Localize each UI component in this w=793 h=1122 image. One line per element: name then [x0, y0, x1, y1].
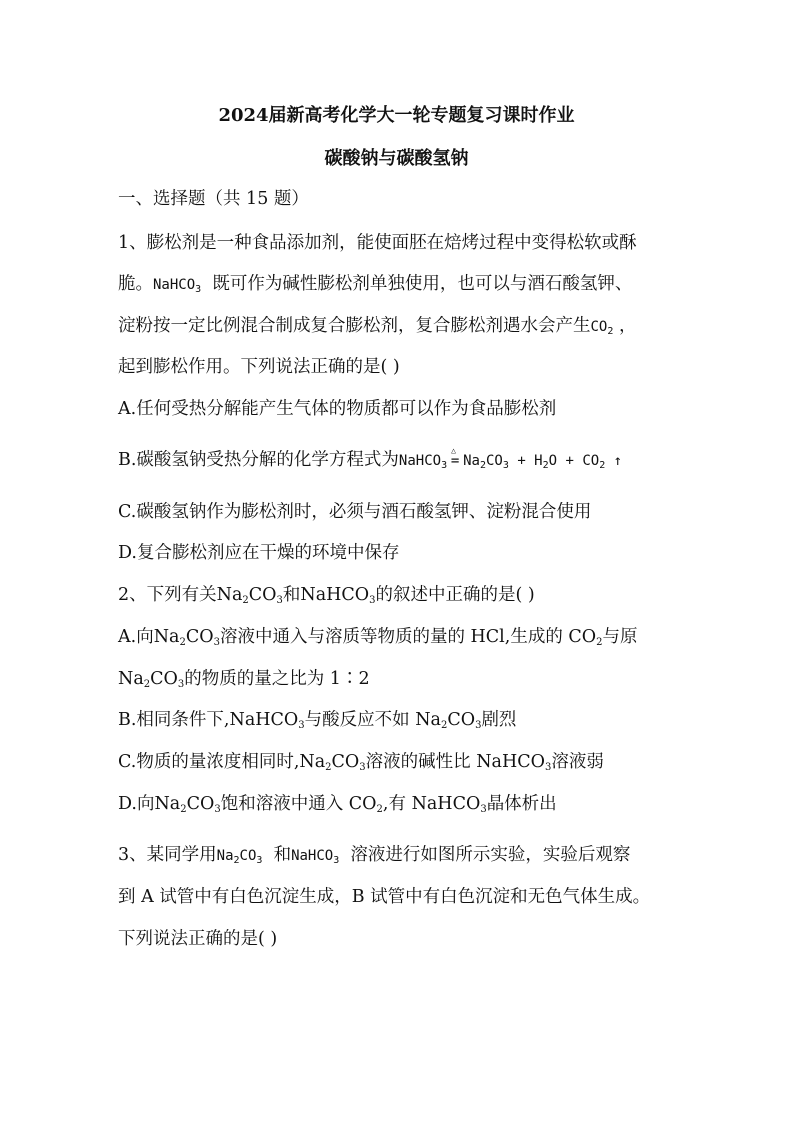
q3-stem-line-2: 到 A 试管中有白色沉淀生成，B 试管中有白色沉淀和无色气体生成。	[118, 887, 651, 907]
q1-stem-line-2	[118, 272, 632, 297]
q2-stem: 2、下列有关$Na_2CO_3$和NaHCO$_3$的叙述中正确的是( )	[118, 585, 535, 606]
q1-option-b-text: B.碳酸氢钠受热分解的化学方程式为	[118, 450, 399, 470]
q2-option-b: B.相同条件下,NaHCO$_3$与酸反应不如 $Na_2CO_3$剧烈	[118, 710, 517, 731]
formula-nahco3: NaHCO$_3$	[153, 277, 202, 295]
document-subtitle: 碳酸钠与碳酸氢钠	[324, 148, 469, 169]
q3-stem-line-1: 3、某同学用$Na_2CO_3$ 和NaHCO$_3$ 溶液进行如图所示实验，实验后观察	[118, 845, 631, 866]
heating-equals-sign: △ =	[450, 446, 460, 469]
q2-option-c: C.物质的量浓度相同时$,Na_2CO_3$溶液的碱性比 NaHCO$_3$溶液弱	[118, 752, 604, 773]
q2-option-a-line-1: A.向$Na_2CO_3$溶液中通入与溶质等物质的量的 HCl,生成的 $CO_2$与原	[118, 627, 638, 648]
q1-stem-line-1: 1、膨松剂是一种食品添加剂，能使面胚在焙烤过程中变得松软或酥	[118, 233, 637, 253]
q2-option-d: D.向$Na_2CO_3$饱和溶液中通入 $CO_2$,有 NaHCO$_3$晶体析出	[118, 794, 557, 815]
document-title: 2024届新高考化学大一轮专题复习课时作业	[218, 105, 575, 126]
q1-text: 脆。	[118, 274, 153, 294]
equation: NaHCO$_3$ △ = $Na_2CO_3 + H_2O + CO_2$ ↑	[398, 446, 623, 471]
q1-option-b	[118, 448, 622, 473]
q1-text: 淀粉按一定比例混合制成复合膨松剂，复合膨松剂遇水会产生	[118, 316, 591, 336]
q1-option-a: A.任何受热分解能产生气体的物质都可以作为食品膨松剂	[118, 399, 557, 419]
section-heading: 一、选择题（共 15 题）	[118, 189, 309, 209]
q1-text: ，	[618, 316, 637, 336]
q2-option-a-line-2: $Na_2CO_3$的物质的量之比为 1∶2	[118, 669, 370, 690]
q1-text: 既可作为碱性膨松剂单独使用，也可以与酒石酸氢钾、	[212, 274, 633, 294]
q1-option-c: C.碳酸氢钠作为膨松剂时，必须与酒石酸氢钾、淀粉混合使用	[118, 502, 592, 522]
q3-stem-line-3: 下列说法正确的是( )	[118, 929, 278, 949]
q1-option-d: D.复合膨松剂应在干燥的环境中保存	[118, 543, 400, 563]
formula-na2co3: $Na_2CO_3$	[216, 848, 263, 866]
formula-nahco3: NaHCO$_3$	[291, 848, 340, 866]
q1-stem-line-3	[118, 314, 636, 339]
q1-stem-line-4: 起到膨松作用。下列说法正确的是( )	[118, 357, 400, 377]
formula-co2: $CO_2$	[590, 319, 614, 337]
